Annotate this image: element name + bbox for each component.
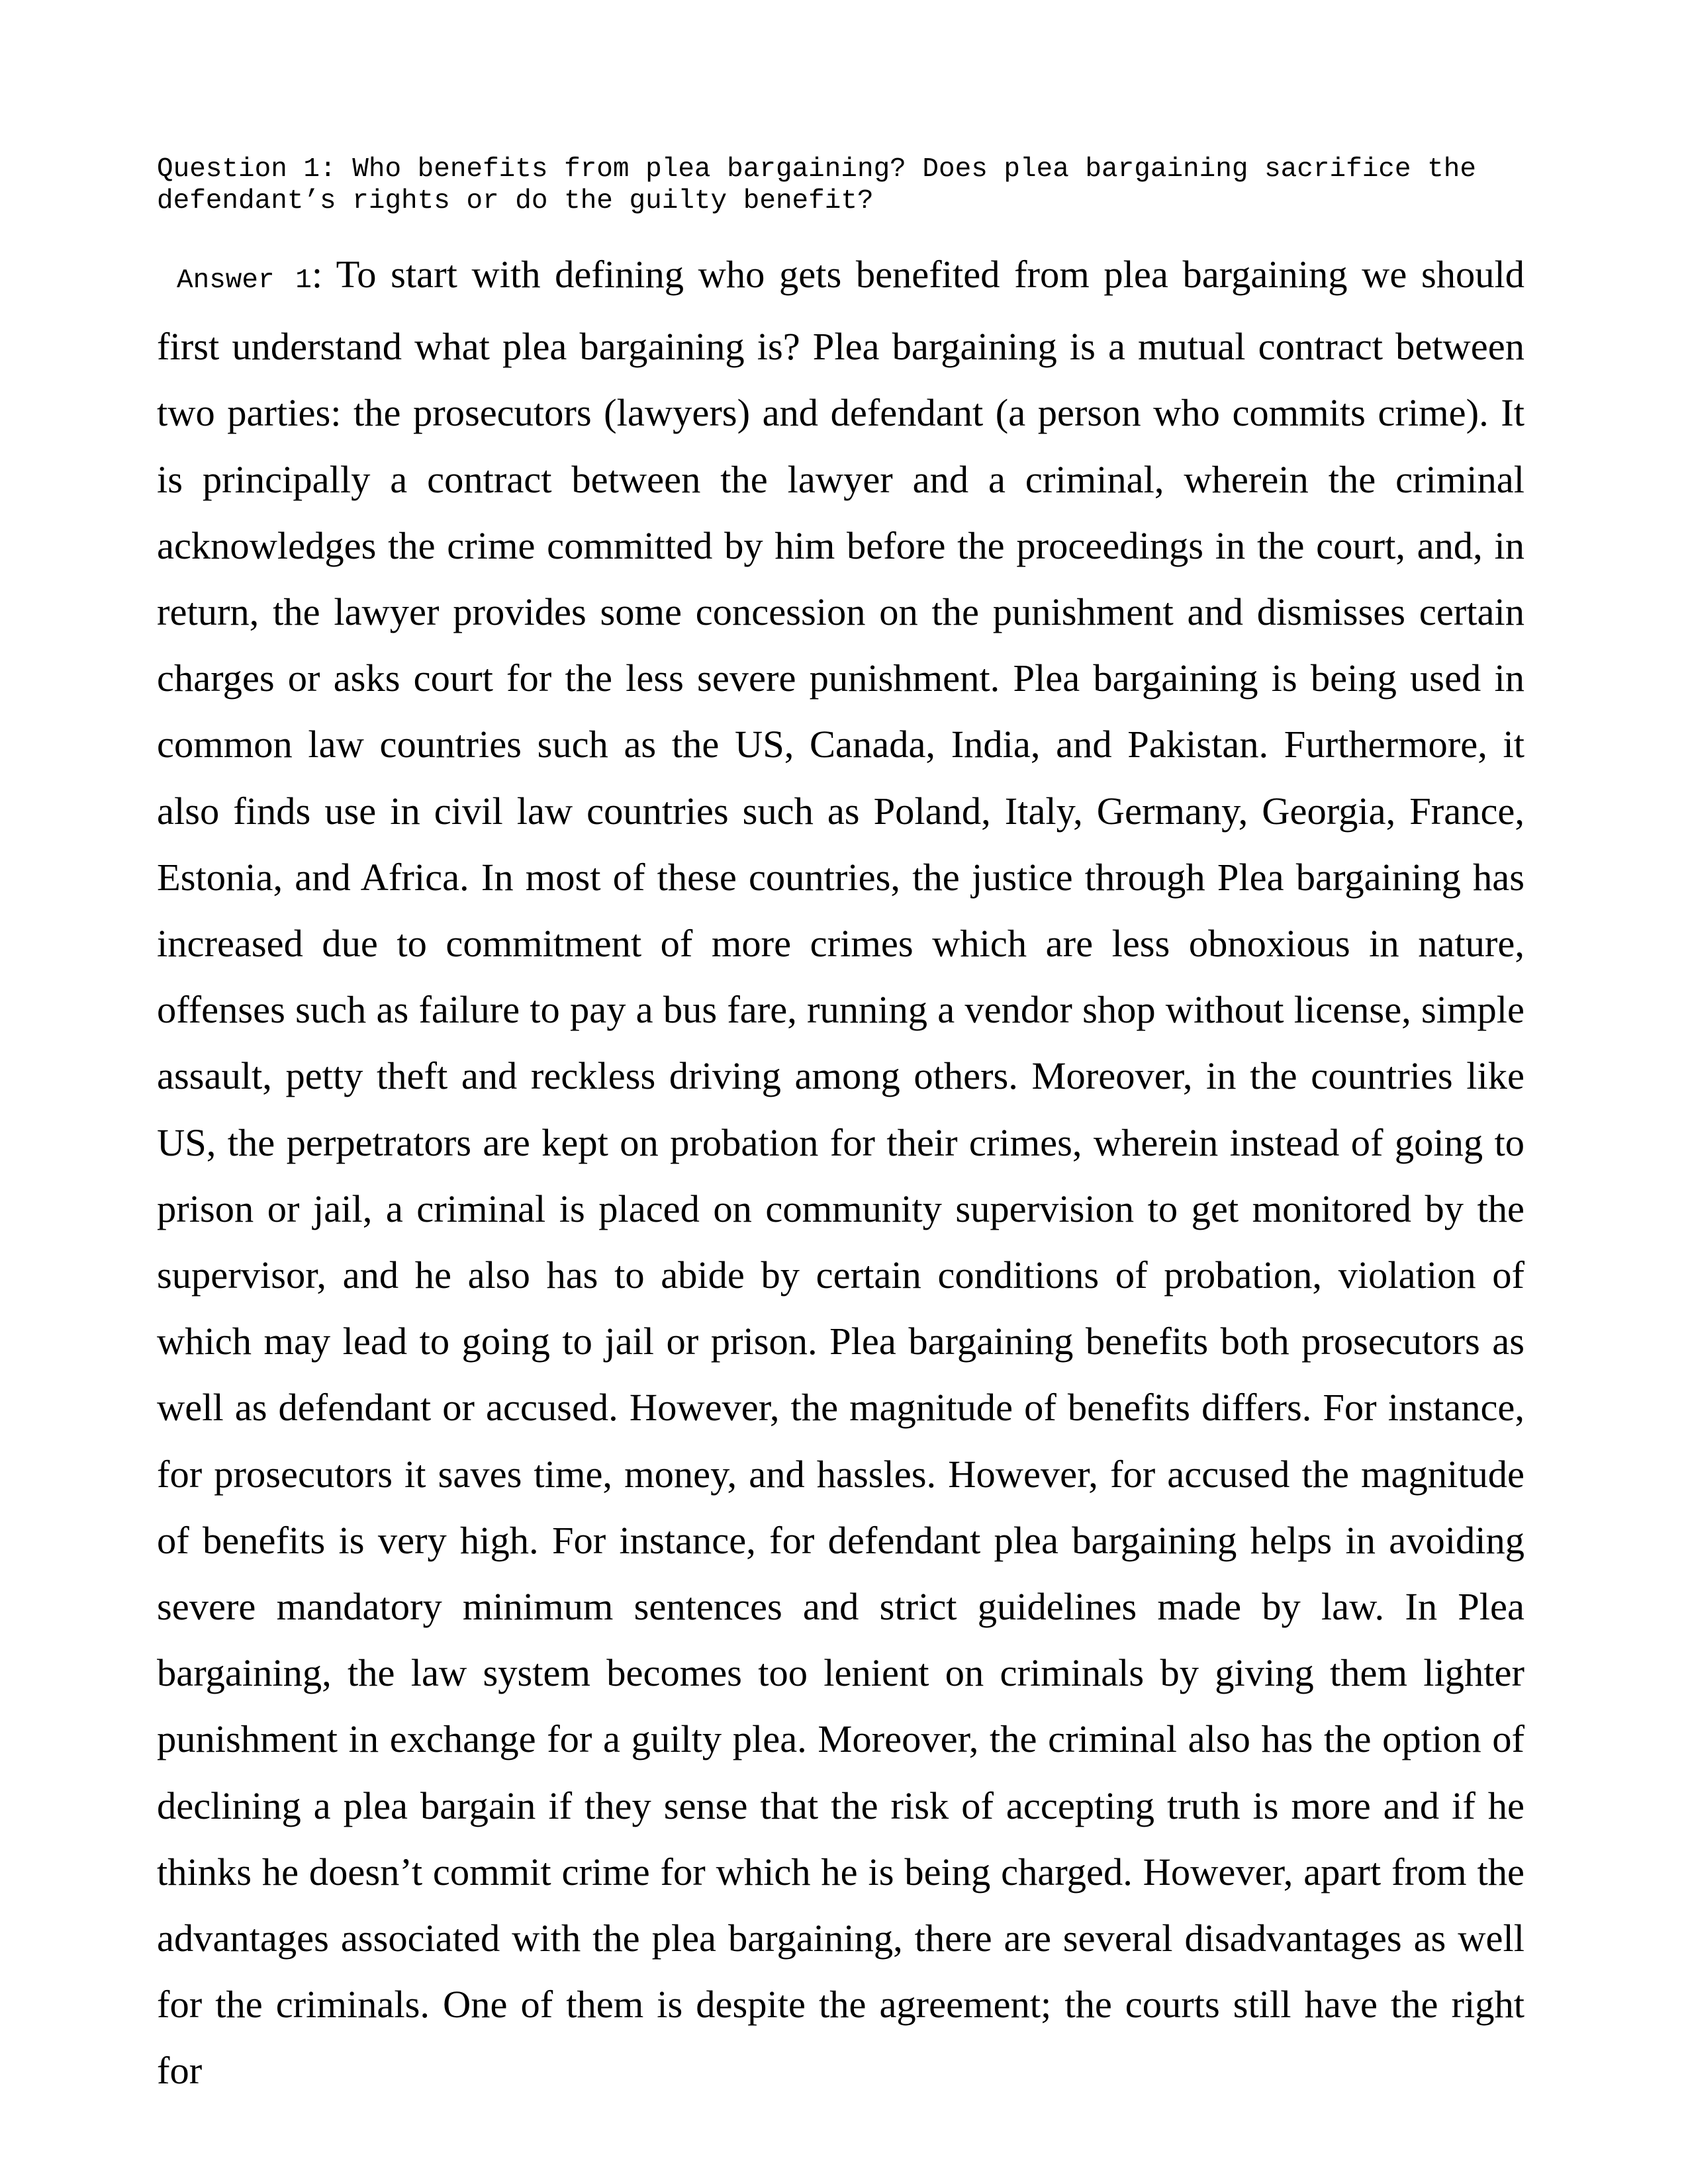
answer-label-separator: : (311, 253, 336, 296)
question-heading: Question 1: Who benefits from plea bargaining? Does plea bargaining sacrifice the defendant’s rights or do the guilty benefit? (157, 154, 1493, 216)
answer-body: To start with defining who gets benefited from plea bargaining we should first understand what plea bargaining is? Plea bargaining is a mutual contract between two parties: the prosecutors (lawyers) and defendant (a person who commits crime). It is principally a contract between the lawyer and a criminal, wherein the criminal acknowledges the crime committed by him before the proceedings in the court, and, in return, the lawyer provides some concession on the punishment and dismisses certain charges or asks court for the less severe punishment. Plea bargaining is being used in common law countries such as the US, Canada, India, and Pakistan. Furthermore, it also finds use in civil law countries such as Poland, Italy, Germany, Georgia, France, Estonia, and Africa. In most of these countries, the justice through Plea bargaining has increased due to commitment of more crimes which are less obnoxious in nature, offenses such as failure to pay a bus fare, running a vendor shop without license, simple assault, petty theft and reckless driving among others. Moreover, in the countries like US, the perpetrators are kept on probation for their crimes, wherein instead of going to prison or jail, a criminal is placed on community supervision to get monitored by the supervisor, and he also has to abide by certain conditions of probation, violation of which may lead to going to jail or prison. Plea bargaining benefits both prosecutors as well as defendant or accused. However, the magnitude of benefits differs. For instance, for prosecutors it saves time, money, and hassles. However, for accused the magnitude of benefits is very high. For instance, for defendant plea bargaining helps in avoiding severe mandatory minimum sentences and strict guidelines made by law. In Plea bargaining, the law system becomes too lenient on criminals by giving them lighter punishment in exchange for a guilty plea. Moreover, the criminal also has the option of declining a plea bargain if they sense that the risk of accepting truth is more and if he thinks he doesn’t commit crime for which he is being charged. However, apart from the advantages associated with the plea bargaining, there are several disadvantages as well for the criminals. One of them is despite the agreement; the courts still have the right for (157, 253, 1524, 2093)
answer-label: Answer 1 (177, 265, 312, 296)
answer-paragraph (157, 242, 1524, 2105)
